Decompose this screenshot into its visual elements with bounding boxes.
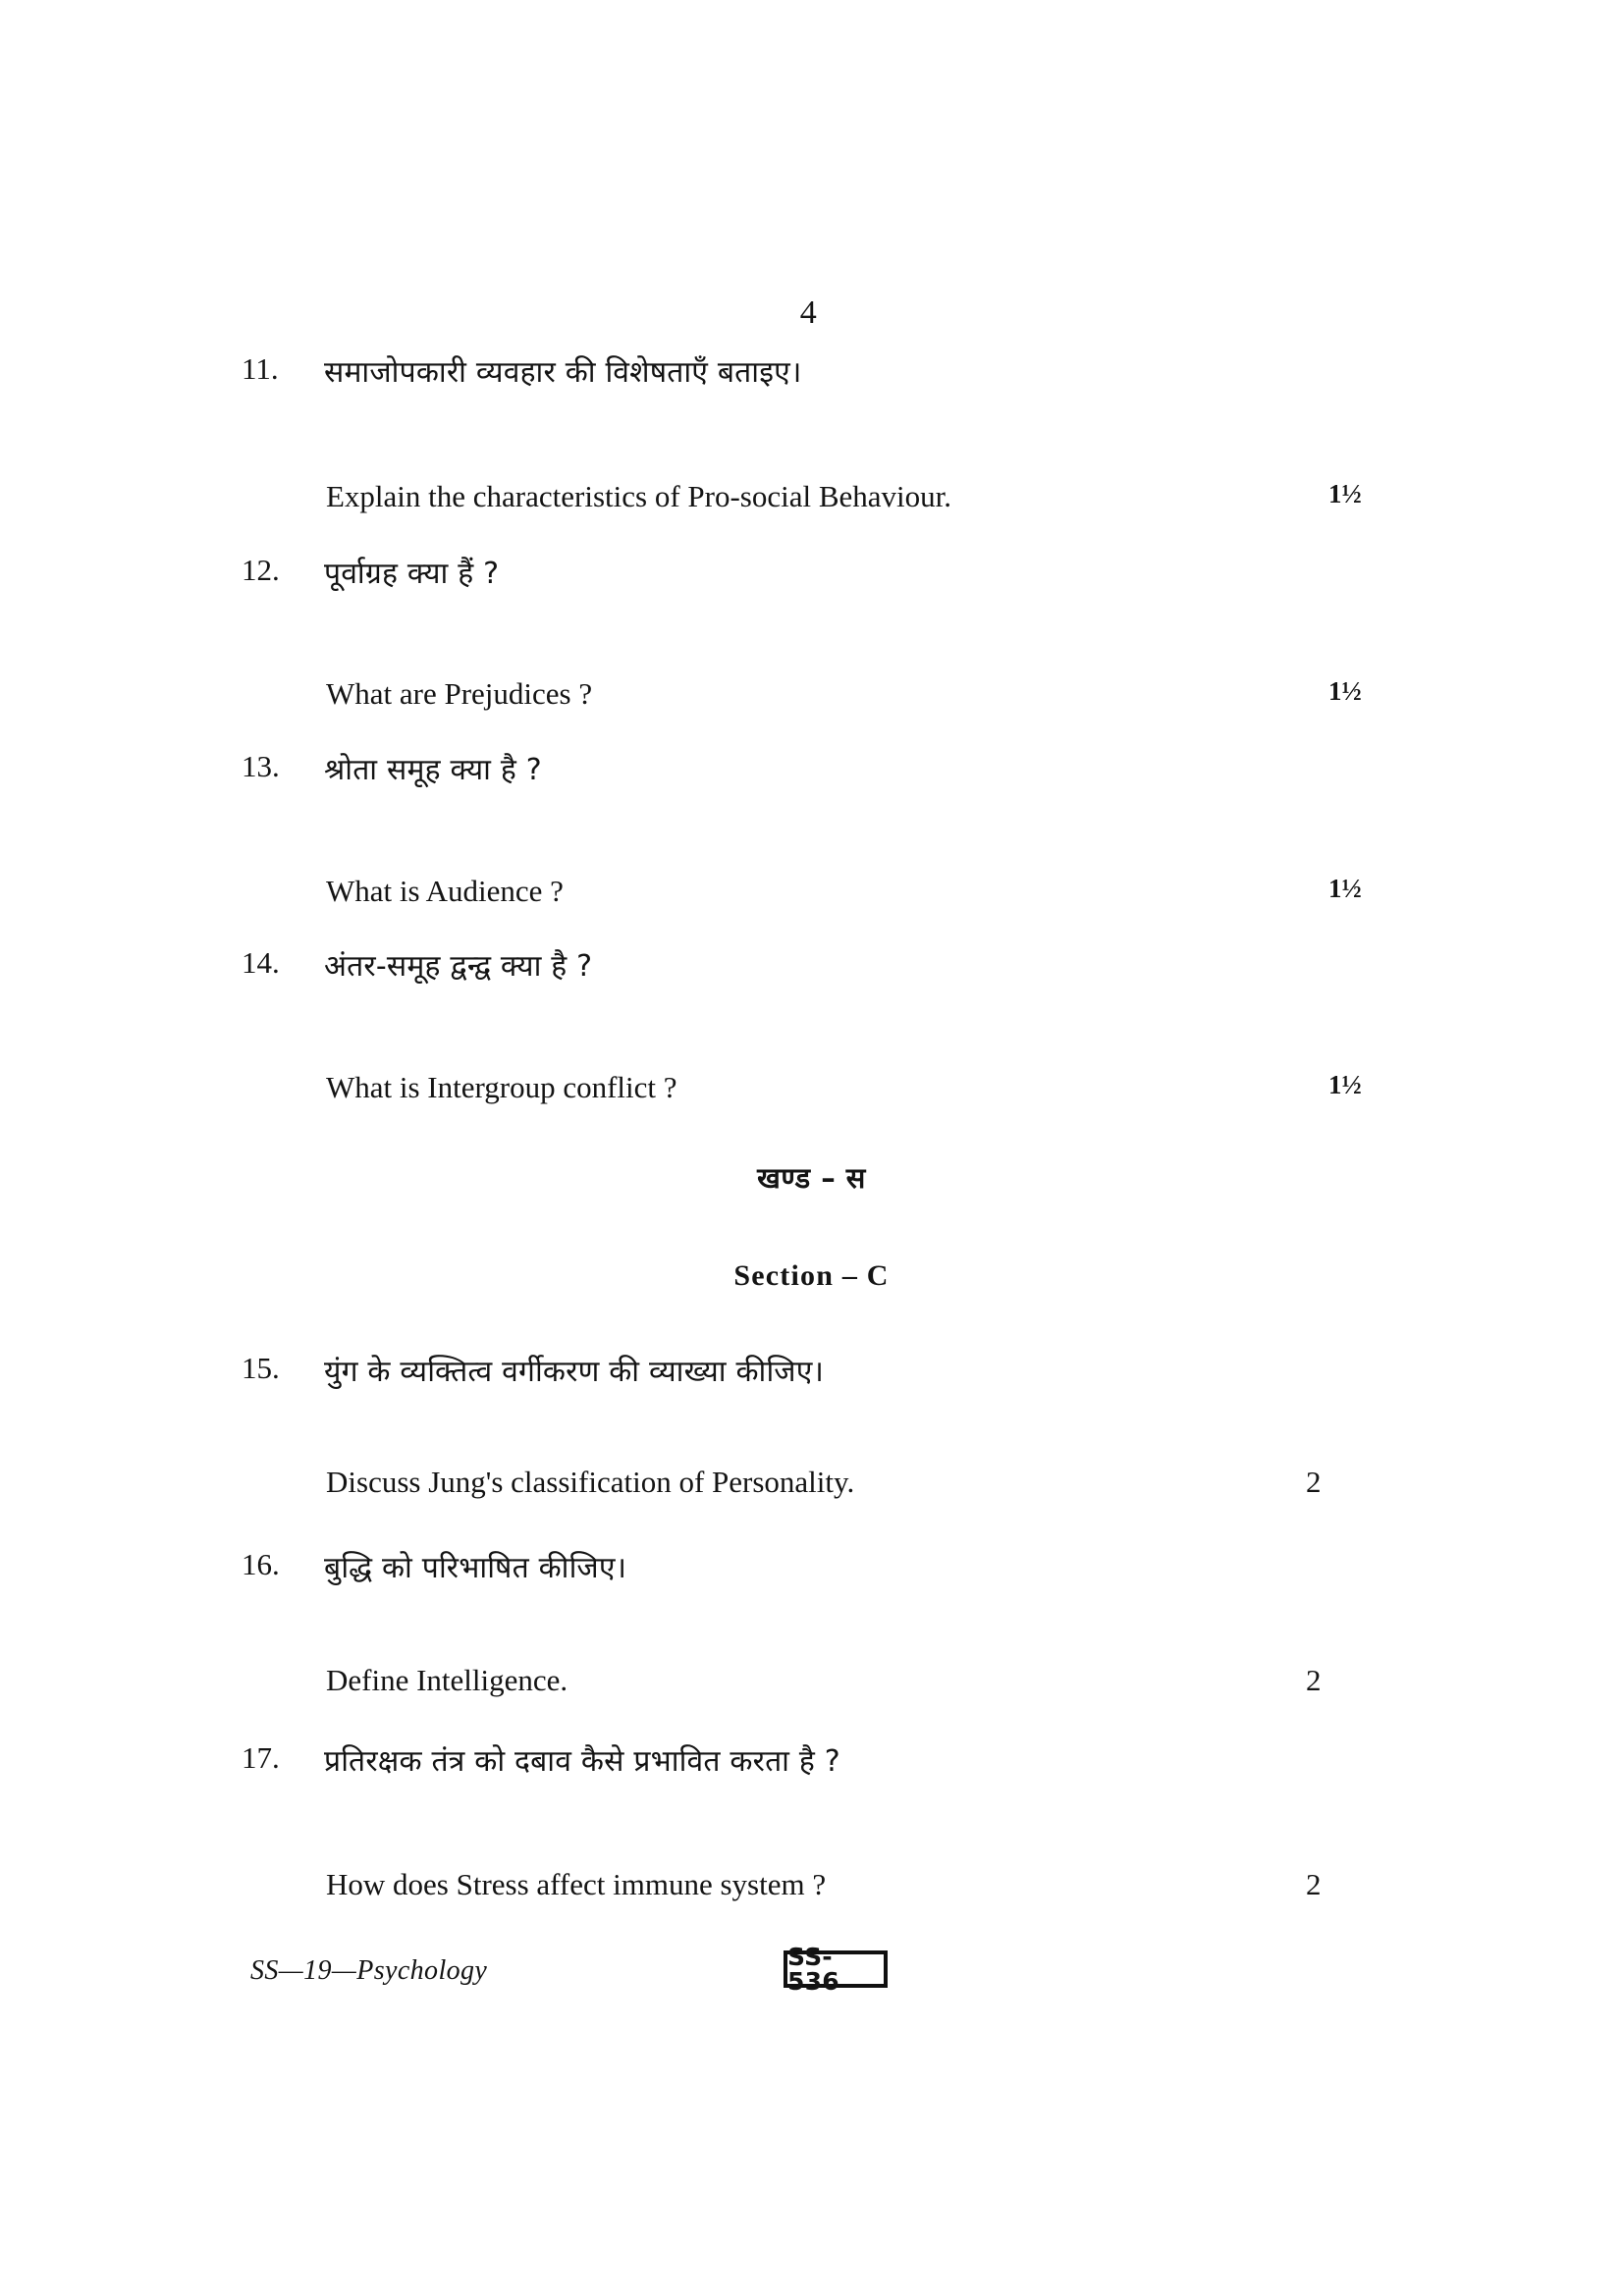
question-text-english: Define Intelligence. [326,1663,568,1697]
page-number [0,294,1623,332]
footer-subject-line: SS—19—Psychology [250,1955,488,1986]
question-text-english: Explain the characteristics of Pro-social Behaviour. [326,479,952,513]
question-number: 16. [242,1547,280,1581]
question-text-english: What is Audience ? [326,874,564,908]
question-text-hindi: समाजोपकारी व्यवहार की विशेषताएँ बताइए। [324,355,802,390]
section-heading-english: Section – C [733,1259,890,1292]
question-text-english: How does Stress affect immune system ? [326,1867,827,1901]
question-marks: 2 [1306,1867,1322,1901]
question-text-hindi: युंग के व्यक्तित्व वर्गीकरण की व्याख्या कीजिए। [324,1355,825,1389]
question-text-english: Discuss Jung's classification of Personality. [326,1465,855,1499]
question-marks: 1½ [1328,1070,1362,1099]
question-marks: 1½ [1328,479,1362,508]
question-text-english: What are Prejudices ? [326,676,593,711]
question-marks: 1½ [1328,874,1362,903]
question-number: 11. [242,351,279,386]
question-text-hindi: पूर्वाग्रह क्या हैं ? [324,557,500,591]
question-text-hindi: अंतर-समूह द्वन्द्व क्या है ? [324,949,593,984]
question-text-hindi: प्रतिरक्षक तंत्र को दबाव कैसे प्रभावित करता है ? [324,1744,840,1779]
page-number-value: 4 [799,294,818,331]
question-number: 13. [242,749,280,783]
question-text-english: What is Intergroup conflict ? [326,1070,677,1104]
question-text-hindi: बुद्धि को परिभाषित कीजिए। [324,1551,627,1585]
question-text-hindi: श्रोता समूह क्या है ? [324,753,542,787]
question-number: 14. [242,945,280,980]
question-number: 17. [242,1740,280,1775]
question-number: 15. [242,1351,280,1385]
section-heading-hindi: खण्ड – स [757,1161,866,1195]
question-marks: 2 [1306,1663,1322,1697]
question-marks: 2 [1306,1465,1322,1499]
question-number: 12. [242,553,280,587]
question-marks: 1½ [1328,676,1362,706]
paper-code-value: SS-536 [787,1943,839,1996]
paper-code-box [784,1943,888,1996]
